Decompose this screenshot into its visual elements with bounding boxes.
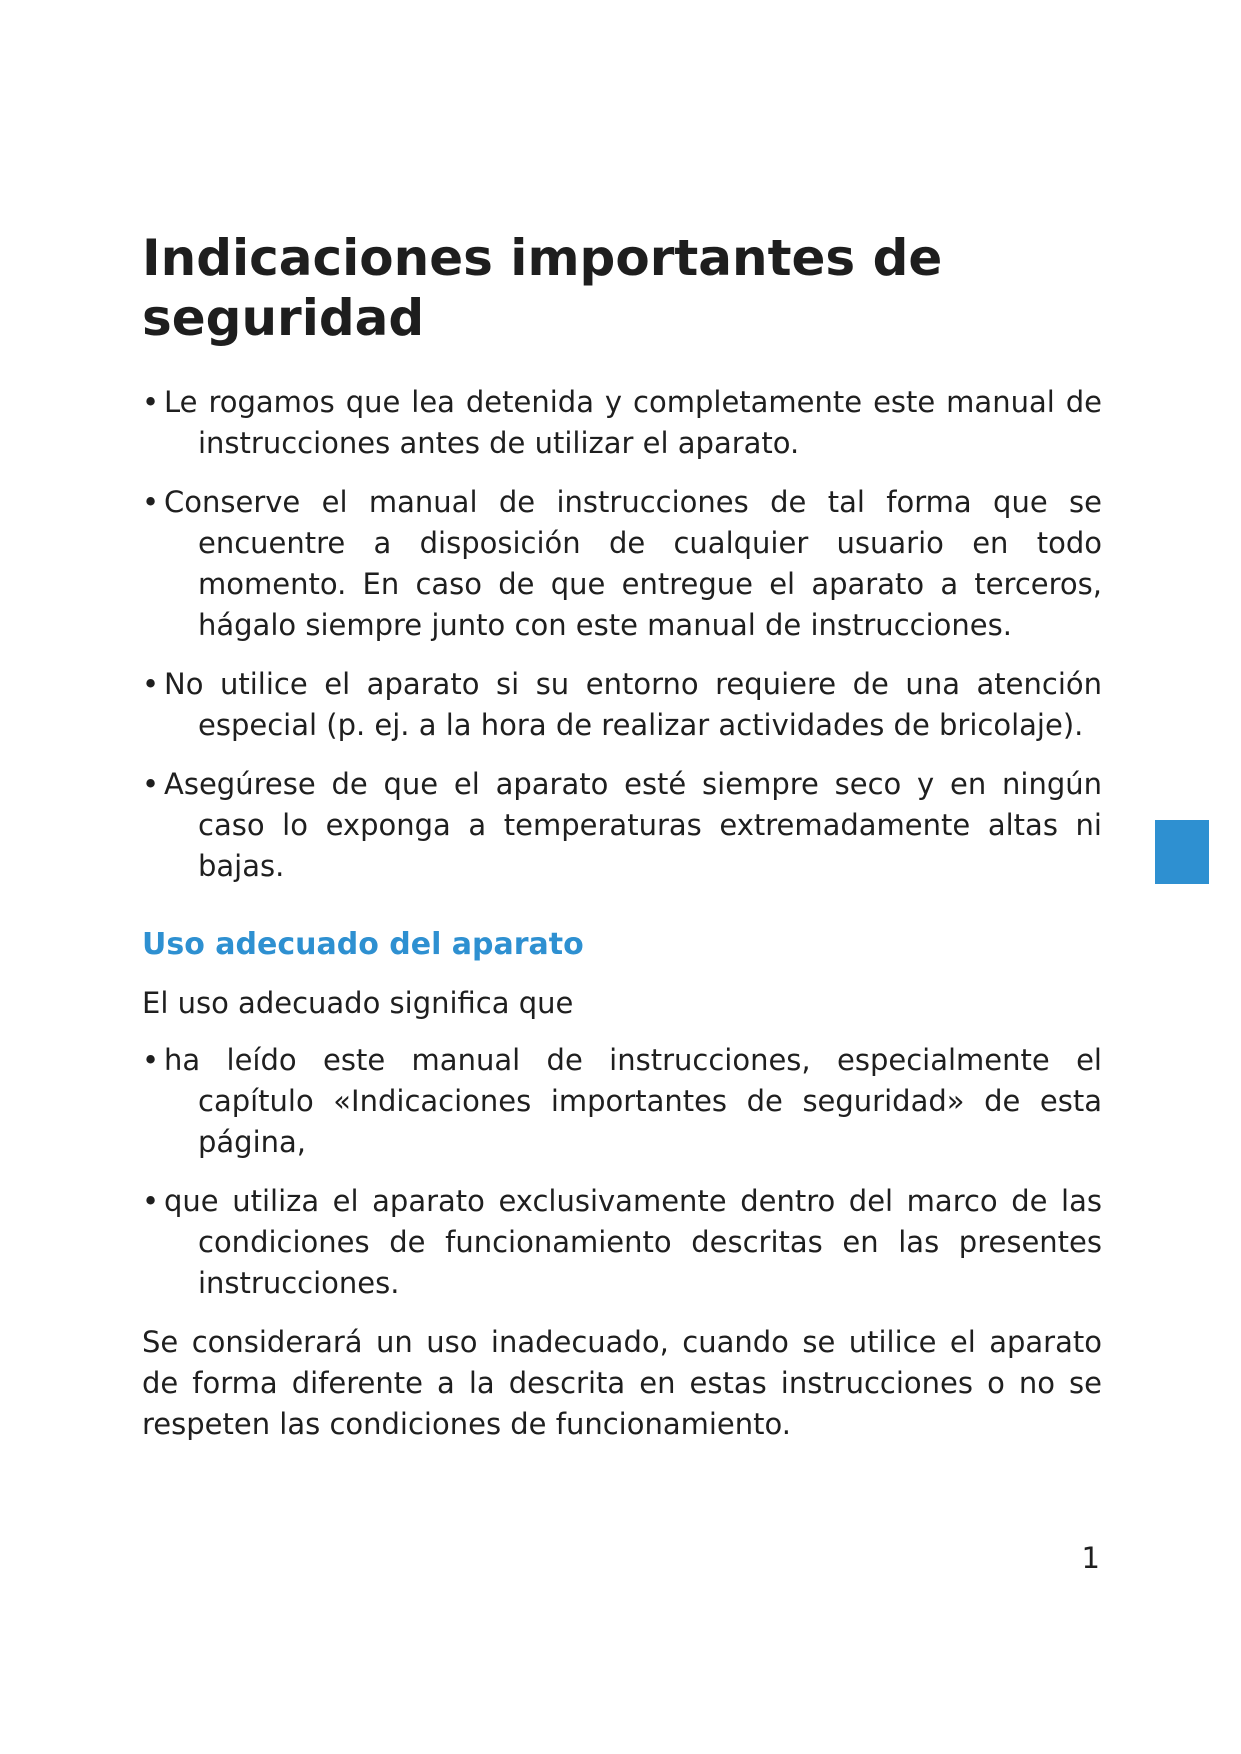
closing-paragraph: Se considerará un uso inadecuado, cuando se utilice el aparato de forma diferente a la descrita en estas instrucciones o no se respeten las condiciones de funcionamiento. — [142, 1325, 1102, 1441]
usage-bullet-2 — [142, 1181, 1102, 1304]
bullet-marker: • — [142, 385, 160, 419]
bullet-text: Conserve el manual de instrucciones de tal forma que se encuentre a disposición de cualquier usuario en todo momento. En caso de que entregue el aparato a terceros, hágalo siempre junto con este manual de instrucciones. — [164, 485, 1102, 642]
bullet-marker: • — [142, 767, 160, 801]
chapter-marker-tab — [1155, 820, 1209, 884]
bullet-text: ha leído este manual de instrucciones, especialmente el capítulo «Indicaciones importantes de seguridad» de esta página, — [164, 1043, 1102, 1159]
safety-bullet-4 — [142, 764, 1102, 887]
section-heading: Uso adecuado del aparato — [142, 927, 584, 962]
bullet-marker: • — [142, 1184, 160, 1218]
usage-bullet-list — [142, 1040, 1102, 1304]
page-title: Indicaciones importantes de seguridad — [142, 229, 943, 347]
safety-bullet-list — [142, 382, 1102, 887]
bullet-text: No utilice el aparato si su entorno requiere de una atención especial (p. ej. a la hora de realizar actividades de bricolaje). — [164, 667, 1102, 742]
safety-bullet-2 — [142, 482, 1102, 646]
bullet-marker: • — [142, 1043, 160, 1077]
safety-bullet-3 — [142, 664, 1102, 746]
bullet-text: que utiliza el aparato exclusivamente dentro del marco de las condiciones de funcionamiento descritas en las presentes instrucciones. — [164, 1184, 1102, 1300]
safety-bullet-1 — [142, 382, 1102, 464]
bullet-marker: • — [142, 667, 160, 701]
bullet-text: Le rogamos que lea detenida y completamente este manual de instrucciones antes de utilizar el aparato. — [164, 385, 1102, 460]
section-intro: El uso adecuado significa que — [142, 986, 574, 1020]
usage-bullet-1 — [142, 1040, 1102, 1163]
page-number: 1 — [1081, 1541, 1100, 1575]
page-content — [142, 228, 1102, 1445]
bullet-text: Asegúrese de que el aparato esté siempre seco y en ningún caso lo exponga a temperaturas extremadamente altas ni bajas. — [164, 767, 1102, 883]
bullet-marker: • — [142, 485, 160, 519]
